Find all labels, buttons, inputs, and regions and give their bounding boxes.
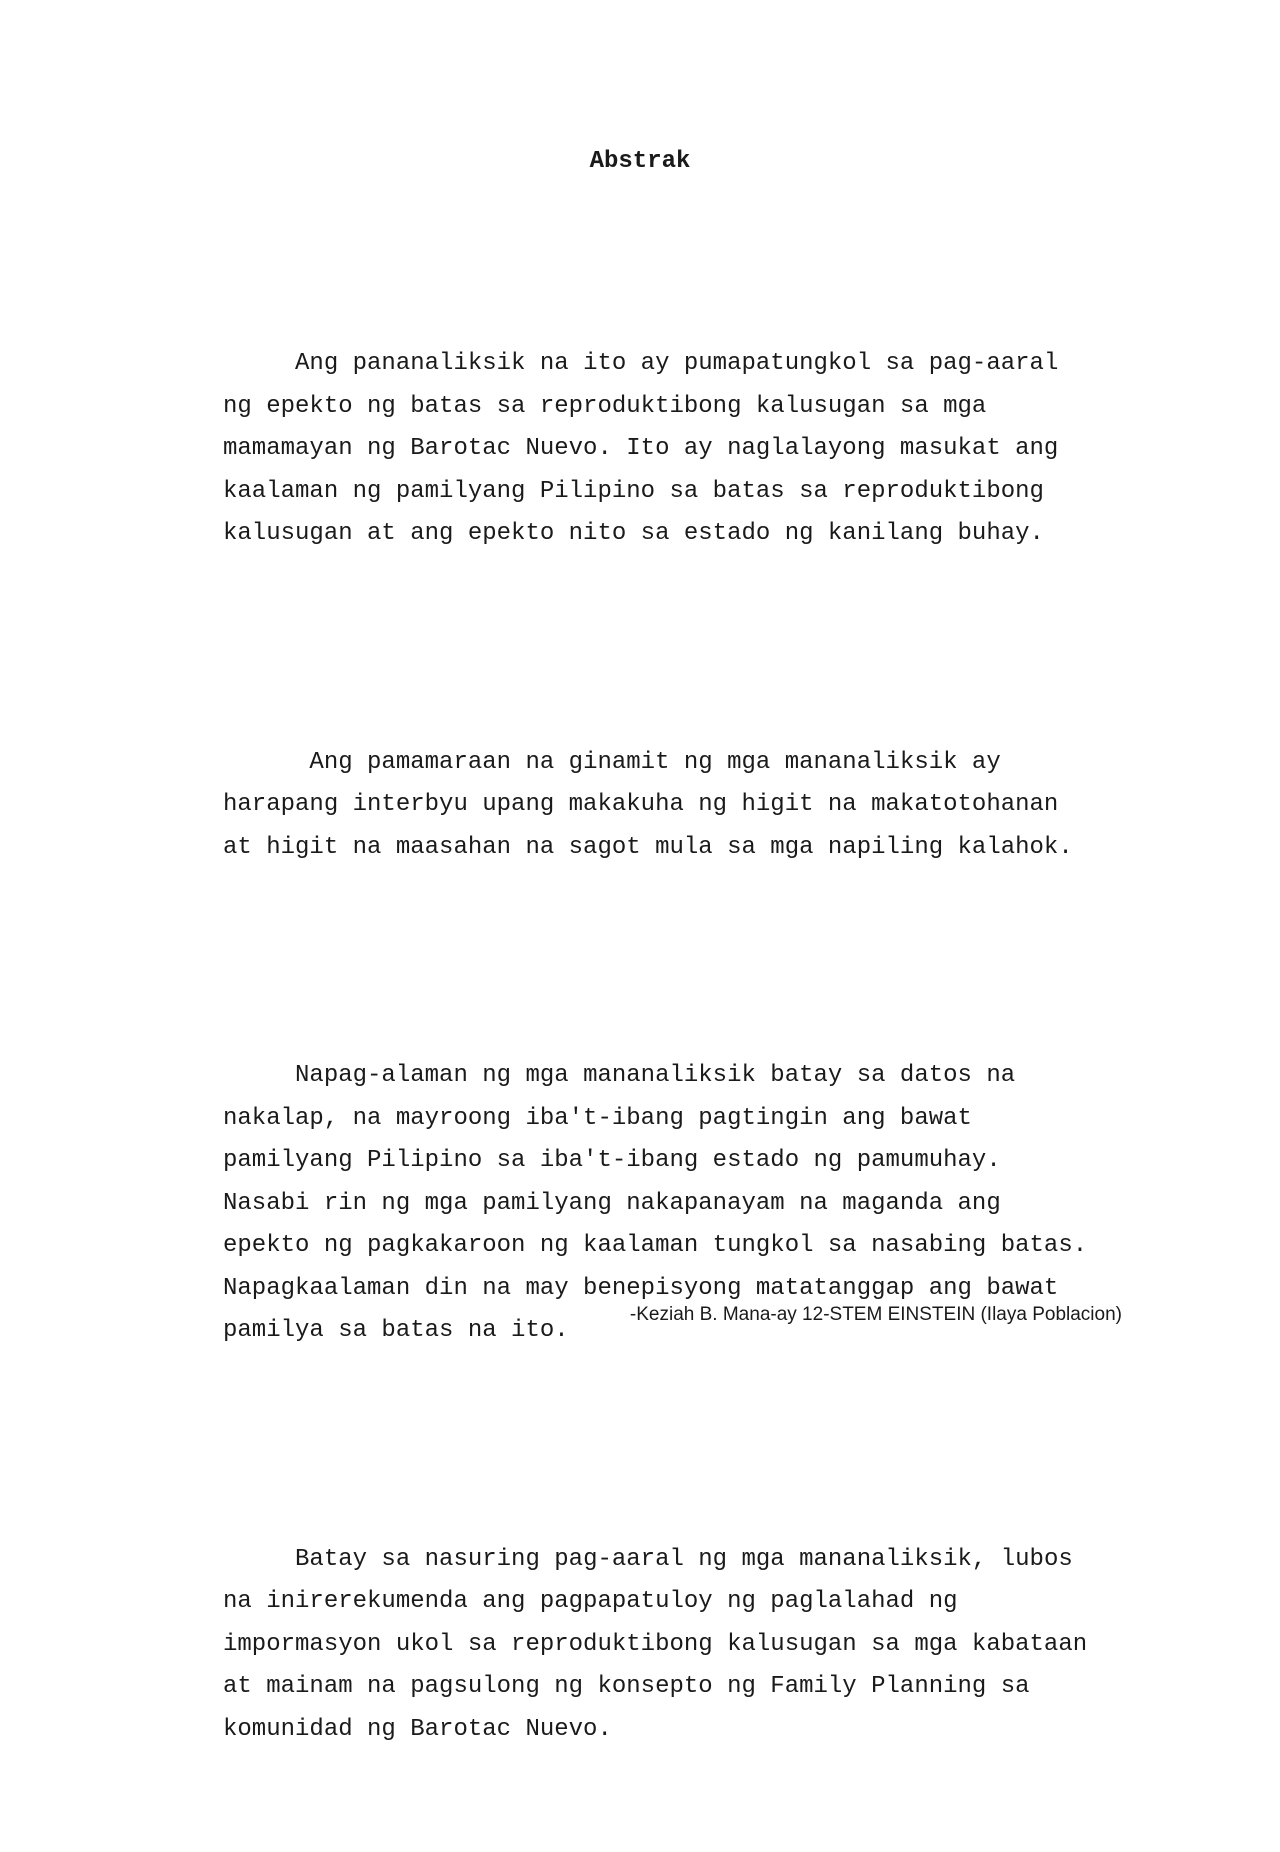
text-line: at higit na maasahan na sagot mula sa mga napiling kalahok. — [223, 833, 1073, 861]
text-line: komunidad ng Barotac Nuevo. — [223, 1715, 612, 1743]
paragraph-3 — [223, 970, 1133, 1438]
text-line: na inirerekumenda ang pagpapatuloy ng paglalahad ng — [223, 1588, 958, 1615]
text-line: Napag-alaman ng mga mananaliksik batay sa datos na — [223, 1062, 1016, 1089]
text-line: kalusugan at ang epekto nito sa estado ng kanilang buhay. — [223, 520, 1044, 547]
text-line: at mainam na pagsulong ng konsepto ng Family Planning sa — [223, 1673, 1030, 1700]
text-line: impormasyon ukol sa reproduktibong kalusugan sa mga kabataan — [223, 1630, 1088, 1658]
text-line: pamilyang Pilipino sa iba't-ibang estado ng pamumuhay. — [223, 1147, 1001, 1174]
paragraph-4 — [223, 1454, 1133, 1837]
text-line: Nasabi rin ng mga pamilyang nakapanayam na maganda ang — [223, 1189, 1001, 1217]
text-line: mamamayan ng Barotac Nuevo. Ito ay naglalayong masukat ang — [223, 435, 1059, 462]
text-line: Ang pamamaraan na ginamit ng mga mananaliksik ay — [223, 748, 1001, 776]
text-line: harapang interbyu upang makakuha ng higit na makatotohanan — [223, 791, 1059, 818]
page-title: Abstrak — [589, 148, 691, 175]
text-line: ng epekto ng batas sa reproduktibong kalusugan sa mga — [223, 392, 987, 420]
paragraph-2 — [223, 657, 1133, 955]
author-signature: -Keziah B. Mana-ay 12-STEM EINSTEIN (Ilaya Poblacion) — [629, 1304, 1122, 1325]
text-line: pamilya sa batas na ito. — [223, 1317, 569, 1344]
text-line: Napagkaalaman din na may benepisyong matatanggap ang bawat — [223, 1274, 1059, 1302]
text-line: nakalap, na mayroong iba't-ibang pagtingin ang bawat — [223, 1104, 972, 1132]
text-line: epekto ng pagkakaroon ng kaalaman tungkol sa nasabing batas. — [223, 1232, 1088, 1259]
text-line: Ang pananaliksik na ito ay pumapatungkol sa pag-aaral — [223, 350, 1059, 377]
paragraph-1 — [223, 258, 1133, 641]
text-line: kaalaman ng pamilyang Pilipino sa batas sa reproduktibong — [223, 477, 1044, 505]
abstract-body — [223, 258, 1133, 1852]
text-line: Batay sa nasuring pag-aaral ng mga mananaliksik, lubos — [223, 1545, 1073, 1573]
